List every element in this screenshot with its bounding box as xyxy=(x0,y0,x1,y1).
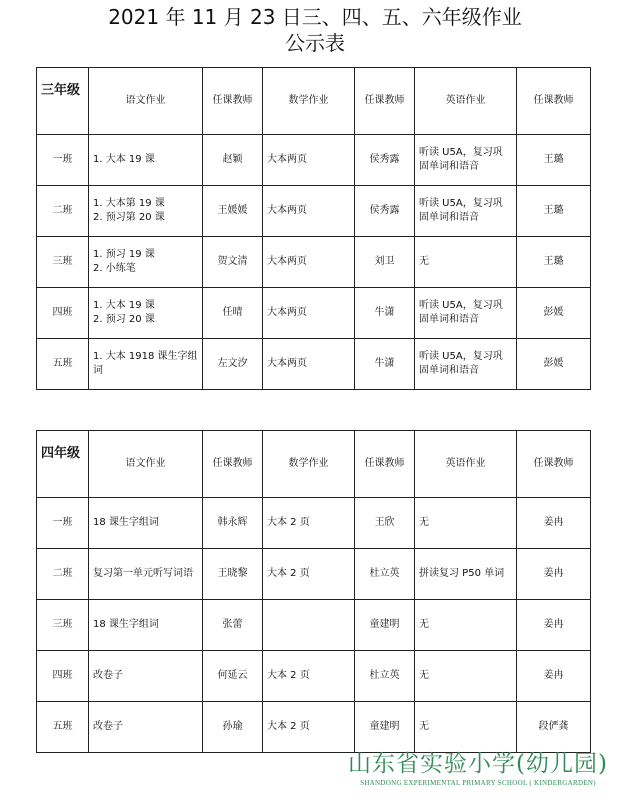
grade4-table-body xyxy=(37,431,591,753)
math-teacher: 杜立英 xyxy=(355,549,415,600)
chinese-homework-item: 18 课生字组词 xyxy=(93,517,159,528)
class-name: 一班 xyxy=(37,135,89,186)
english-homework: 无 xyxy=(415,237,517,288)
english-homework: 无 xyxy=(415,702,517,753)
chinese-homework xyxy=(89,237,203,288)
class-name: 四班 xyxy=(37,288,89,339)
math-teacher: 杜立英 xyxy=(355,651,415,702)
chinese-homework-item: 2. 预习 20 课 xyxy=(93,314,155,325)
grade3-table-body xyxy=(37,68,591,390)
chinese-homework xyxy=(89,135,203,186)
chinese-teacher: 王晓黎 xyxy=(203,549,263,600)
chinese-teacher: 任晴 xyxy=(203,288,263,339)
header-chinese-hw: 语文作业 xyxy=(89,68,203,135)
school-name-en: SHANDONG EXPERIMENTAL PRIMARY SCHOOL ( KINDERGARDEN) xyxy=(360,779,596,787)
chinese-teacher: 孙瑜 xyxy=(203,702,263,753)
table-row xyxy=(37,339,591,390)
chinese-teacher: 赵颖 xyxy=(203,135,263,186)
table-row xyxy=(37,135,591,186)
english-homework: 拼读复习 P50 单词 xyxy=(415,549,517,600)
school-name-cn: 山东省实验小学(幼儿园) xyxy=(348,751,608,777)
english-homework: 听读 U5A，复习巩固单词和语音 xyxy=(415,135,517,186)
english-teacher: 王璐 xyxy=(517,135,591,186)
title-line-2: 公示表 xyxy=(285,31,345,55)
math-homework: 大本两页 xyxy=(263,339,355,390)
chinese-homework xyxy=(89,186,203,237)
table-row xyxy=(37,288,591,339)
class-name: 二班 xyxy=(37,186,89,237)
math-homework xyxy=(263,600,355,651)
school-logo xyxy=(330,750,626,788)
chinese-homework-item: 2. 预习第 20 课 xyxy=(93,212,165,223)
english-homework: 听读 U5A，复习巩固单词和语音 xyxy=(415,288,517,339)
page-title xyxy=(0,4,630,56)
chinese-homework-item: 1. 大本 19 课 xyxy=(93,154,155,165)
header-math-teacher: 任课教师 xyxy=(355,68,415,135)
math-teacher: 刘卫 xyxy=(355,237,415,288)
chinese-homework xyxy=(89,498,203,549)
english-teacher: 姜冉 xyxy=(517,549,591,600)
table-row xyxy=(37,186,591,237)
header-chinese-hw: 语文作业 xyxy=(89,431,203,498)
chinese-teacher: 张蕾 xyxy=(203,600,263,651)
chinese-homework-item: 1. 预习 19 课 xyxy=(93,249,155,260)
header-chinese-teacher: 任课教师 xyxy=(203,68,263,135)
chinese-homework xyxy=(89,702,203,753)
english-teacher: 姜冉 xyxy=(517,600,591,651)
chinese-homework xyxy=(89,288,203,339)
english-homework: 无 xyxy=(415,651,517,702)
english-teacher: 彭媛 xyxy=(517,288,591,339)
chinese-homework-item: 改卷子 xyxy=(93,721,123,732)
class-name: 三班 xyxy=(37,237,89,288)
chinese-homework xyxy=(89,651,203,702)
class-name: 五班 xyxy=(37,339,89,390)
title-line-1: 2021 年 11 月 23 日三、四、五、六年级作业 xyxy=(108,5,522,29)
math-teacher: 王欣 xyxy=(355,498,415,549)
math-teacher: 侯秀露 xyxy=(355,135,415,186)
math-teacher: 牛潇 xyxy=(355,339,415,390)
table-row xyxy=(37,549,591,600)
class-name: 五班 xyxy=(37,702,89,753)
english-homework: 听读 U5A，复习巩固单词和语音 xyxy=(415,186,517,237)
chinese-homework-item: 1. 大本第 19 课 xyxy=(93,198,165,209)
english-teacher: 王璐 xyxy=(517,237,591,288)
table-header-row xyxy=(37,68,591,135)
grade-label: 四年级 xyxy=(37,431,89,498)
english-teacher: 段俨龚 xyxy=(517,702,591,753)
class-name: 一班 xyxy=(37,498,89,549)
table-row xyxy=(37,702,591,753)
chinese-teacher: 韩永辉 xyxy=(203,498,263,549)
english-teacher: 王璐 xyxy=(517,186,591,237)
chinese-homework xyxy=(89,339,203,390)
grade-label: 三年级 xyxy=(37,68,89,135)
chinese-homework-item: 18 课生字组词 xyxy=(93,619,159,630)
english-homework: 无 xyxy=(415,498,517,549)
math-homework: 大本两页 xyxy=(263,288,355,339)
chinese-teacher: 何延云 xyxy=(203,651,263,702)
math-homework: 大本 2 页 xyxy=(263,651,355,702)
math-teacher: 侯秀露 xyxy=(355,186,415,237)
chinese-teacher: 贺文清 xyxy=(203,237,263,288)
math-teacher: 牛潇 xyxy=(355,288,415,339)
class-name: 四班 xyxy=(37,651,89,702)
chinese-homework xyxy=(89,549,203,600)
math-homework: 大本两页 xyxy=(263,135,355,186)
english-teacher: 彭媛 xyxy=(517,339,591,390)
header-math-hw: 数学作业 xyxy=(263,68,355,135)
math-homework: 大本 2 页 xyxy=(263,549,355,600)
english-homework: 无 xyxy=(415,600,517,651)
table-row xyxy=(37,237,591,288)
chinese-teacher: 左文汐 xyxy=(203,339,263,390)
table-row xyxy=(37,651,591,702)
math-homework: 大本两页 xyxy=(263,237,355,288)
chinese-homework-item: 1. 大本 19 课 xyxy=(93,300,155,311)
table-row xyxy=(37,498,591,549)
header-english-hw: 英语作业 xyxy=(415,431,517,498)
table-header-row xyxy=(37,431,591,498)
header-english-teacher: 任课教师 xyxy=(517,431,591,498)
math-homework: 大本 2 页 xyxy=(263,702,355,753)
header-english-teacher: 任课教师 xyxy=(517,68,591,135)
math-teacher: 童建明 xyxy=(355,600,415,651)
english-homework: 听读 U5A，复习巩固单词和语音 xyxy=(415,339,517,390)
class-name: 二班 xyxy=(37,549,89,600)
header-math-teacher: 任课教师 xyxy=(355,431,415,498)
chinese-homework-item: 复习第一单元听写词语 xyxy=(93,568,193,579)
table-row xyxy=(37,600,591,651)
english-teacher: 姜冉 xyxy=(517,498,591,549)
english-teacher: 姜冉 xyxy=(517,651,591,702)
chinese-teacher: 王媛媛 xyxy=(203,186,263,237)
math-teacher: 童建明 xyxy=(355,702,415,753)
chinese-homework-item: 改卷子 xyxy=(93,670,123,681)
chinese-homework xyxy=(89,600,203,651)
grade4-homework-table xyxy=(36,430,591,753)
class-name: 三班 xyxy=(37,600,89,651)
header-english-hw: 英语作业 xyxy=(415,68,517,135)
header-chinese-teacher: 任课教师 xyxy=(203,431,263,498)
math-homework: 大本 2 页 xyxy=(263,498,355,549)
chinese-homework-item: 1. 大本 1918 课生字组词 xyxy=(93,351,198,376)
header-math-hw: 数学作业 xyxy=(263,431,355,498)
chinese-homework-item: 2. 小练笔 xyxy=(93,263,136,274)
grade3-homework-table xyxy=(36,67,591,390)
math-homework: 大本两页 xyxy=(263,186,355,237)
